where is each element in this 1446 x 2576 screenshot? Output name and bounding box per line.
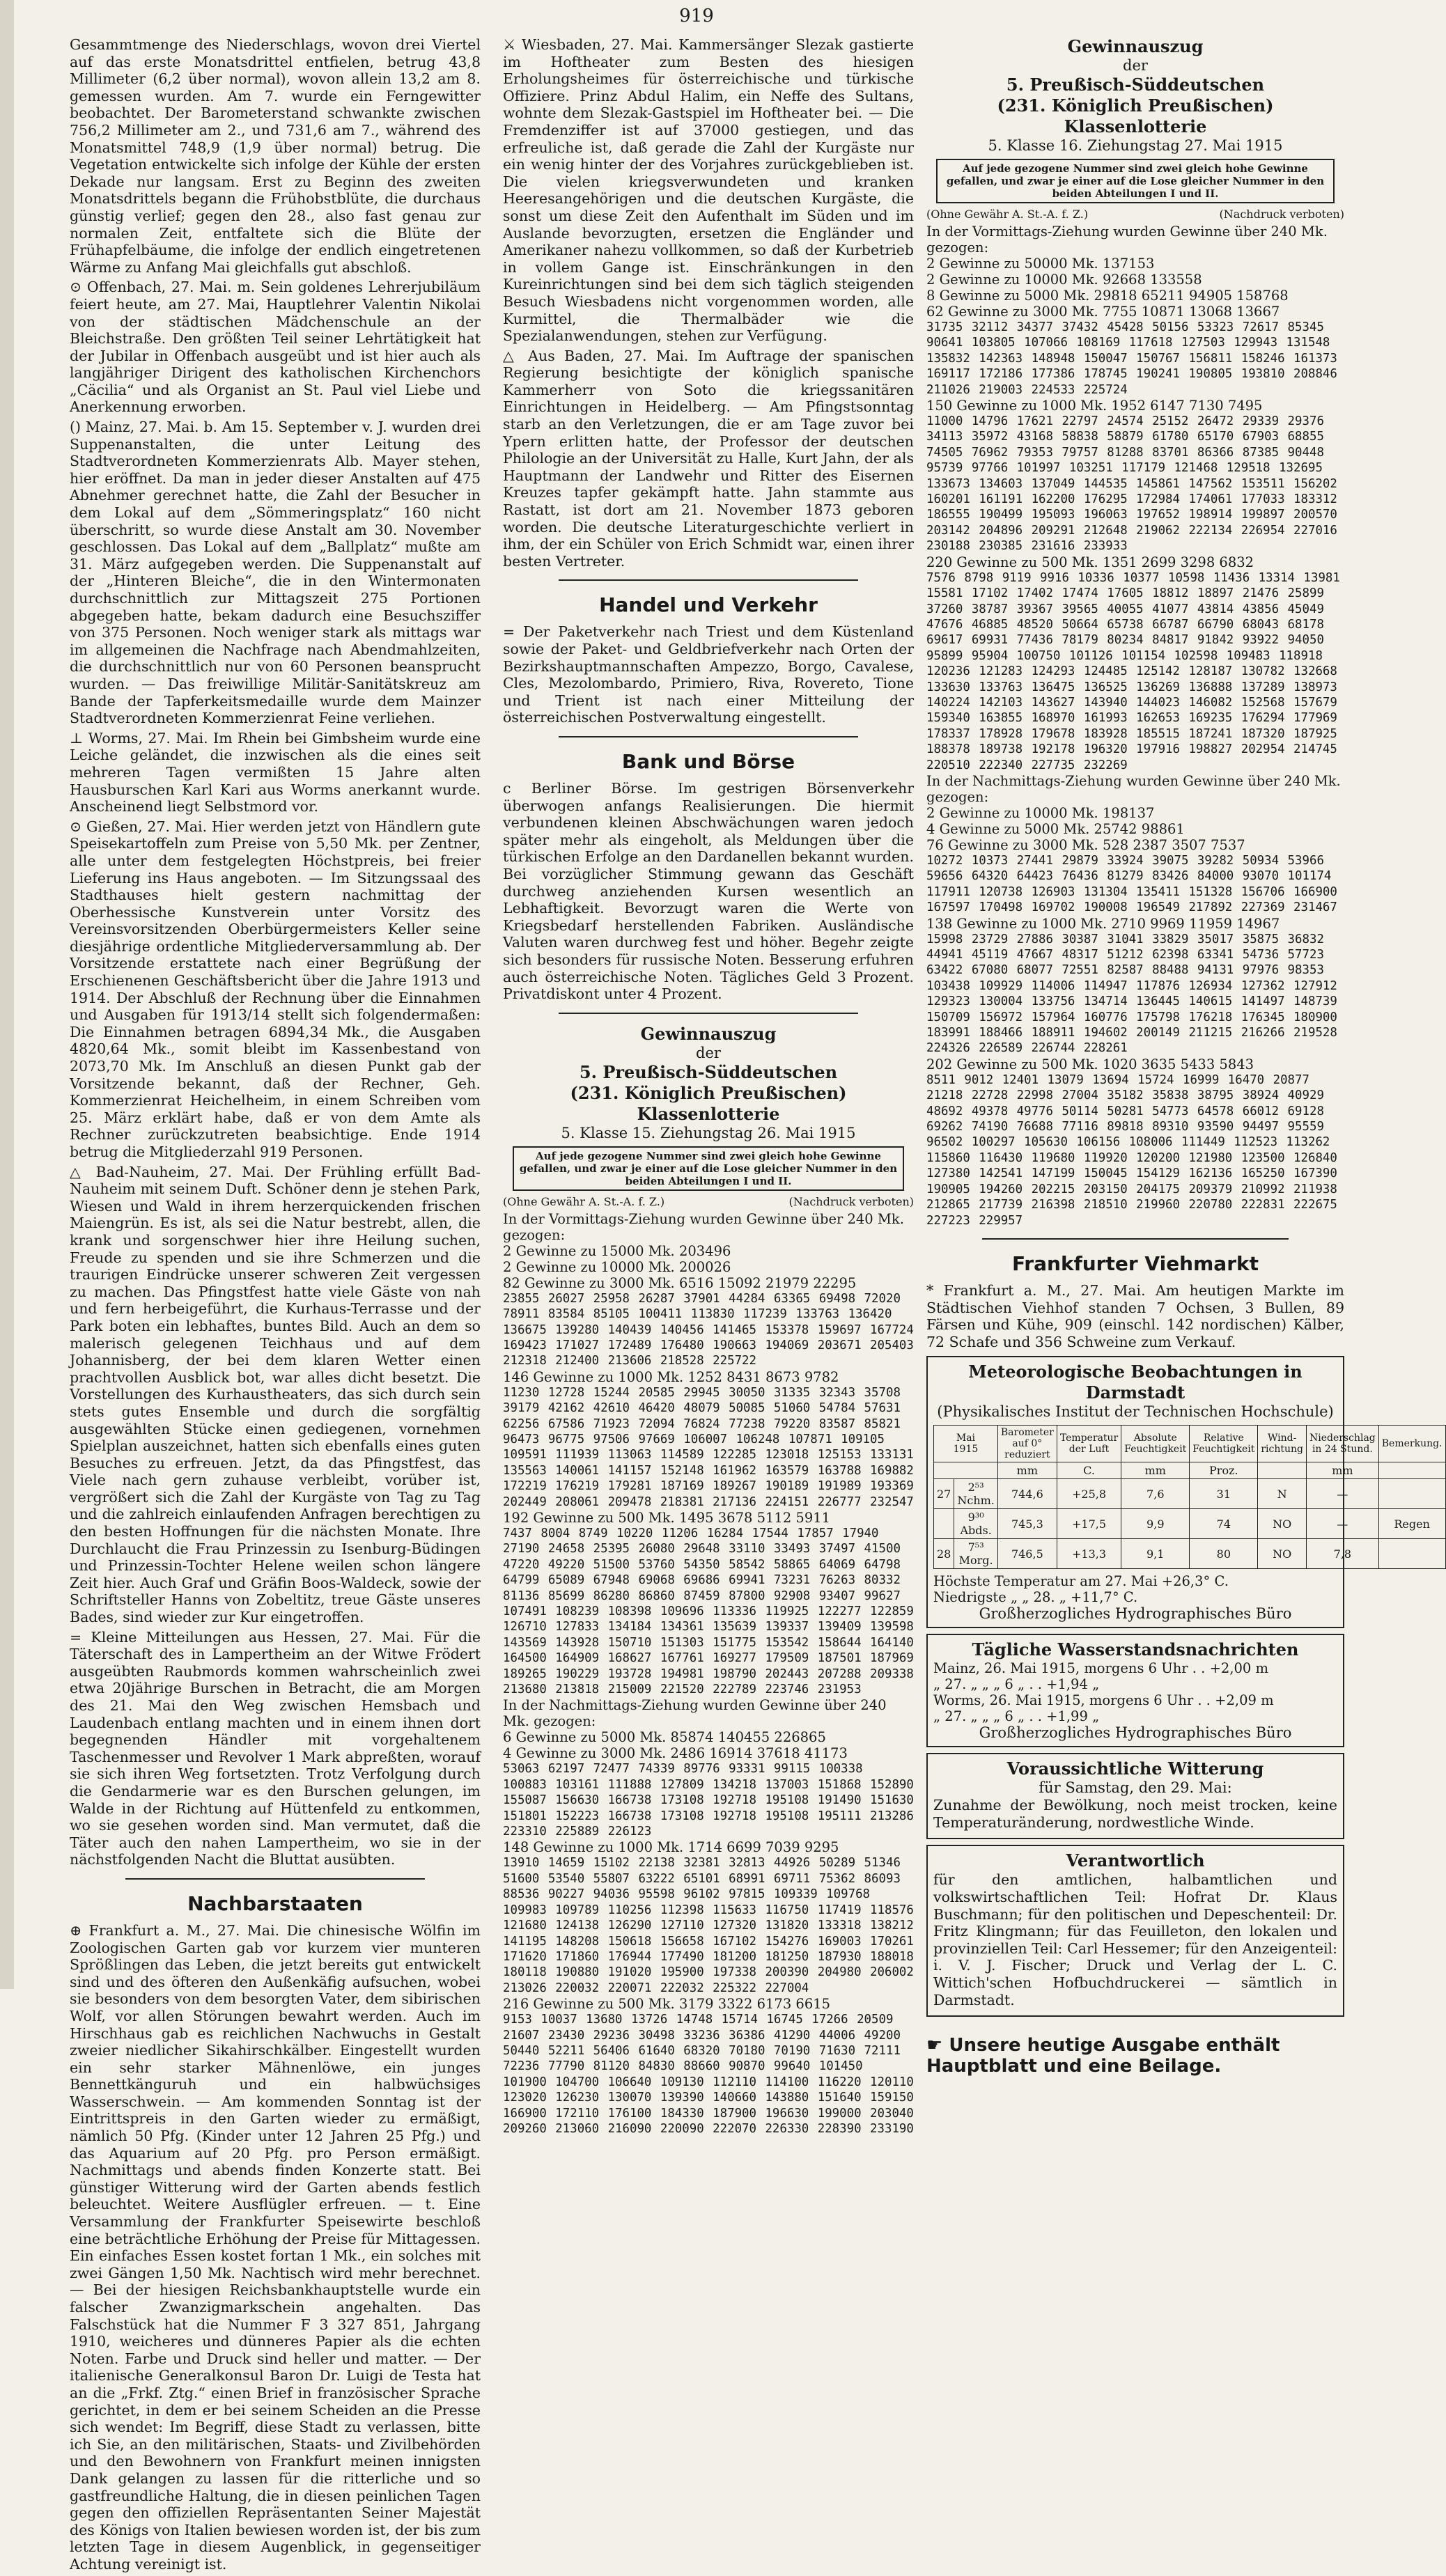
meteo-max: Höchste Temperatur am 27. Mai +26,3° C. xyxy=(933,1573,1229,1590)
lottery-numbers: 15998 23729 27886 30387 31041 33829 35017 35875 36832 44941 45119 47667 48317 51212 62398 63341 54736 57723 63422 67080 68077 72551 82587 88488 94131 97976 98353 103438 109929 114006 114947 117876 126934 127362 127912 129323 130004 133756 134714 136445 140615 141497 148739 150709 156972 157964 160776 175798 176218 176345 180900 183991 188466 188911 194602 200149 211215 216266 219528 224326 226589 226744 228261 xyxy=(926,932,1346,1056)
meteo-cell: 7⁵³ Morg. xyxy=(954,1539,998,1569)
wasser-row: „ 27. „ „ „ 6 „ . . +1,99 „ xyxy=(933,1708,1100,1725)
final-note xyxy=(926,2035,1344,2077)
meteo-cell: 74 xyxy=(1190,1509,1258,1539)
meteo-cell: 27 xyxy=(934,1479,954,1509)
lottery-l10: 138 Gewinne zu 1000 Mk. 2710 9969 11959 14967 xyxy=(926,915,1280,932)
lottery-line3: 5. Klasse 15. Ziehungstag 26. Mai 1915 xyxy=(561,1124,856,1141)
final-note-text: Unsere heutige Ausgabe enthält Hauptblatt und eine Beilage. xyxy=(926,2035,1280,2077)
lottery-l1: 2 Gewinne zu 50000 Mk. 137153 xyxy=(926,256,1155,272)
lottery-l8: 4 Gewinne zu 5000 Mk. 25742 98861 xyxy=(926,820,1185,837)
meteo-cell: 28 xyxy=(934,1539,954,1569)
meteo-cell xyxy=(934,1509,954,1539)
lottery-numbers: 11000 14796 17621 22797 24574 25152 26472 29339 29376 34113 35972 43168 58838 58879 61780 65170 67903 68855 74505 76962 79353 79757 81288 83701 86366 87385 90448 95739 97766 101997 103251 117179 121468 129518 132695 133673 134603 137049 144535 145861 147562 153511 156202 160201 161191 162200 176295 172984 174061 177033 183312 186555 190499 195093 196063 197652 198914 199897 200570 203142 204896 209291 212648 219062 222134 226954 227016 230188 230385 231616 233933 xyxy=(926,414,1346,554)
lottery-line3: 5. Klasse 16. Ziehungstag 27. Mai 1915 xyxy=(988,137,1283,154)
meteo-cell: — xyxy=(1306,1509,1378,1539)
wasser-row: Mainz, 26. Mai 1915, morgens 6 Uhr . . +2,00 m xyxy=(933,1660,1269,1677)
meteo-u-empty xyxy=(1258,1462,1307,1479)
meteo-cell: NO xyxy=(1258,1509,1307,1539)
lottery-l8: 148 Gewinne zu 1000 Mk. 1714 6699 7039 9295 xyxy=(503,1839,839,1856)
lottery-numbers: 9153 10037 13680 13726 14748 15714 16745 17266 20509 21607 23430 29236 30498 33236 36386 41290 44006 49200 50440 52211 56406 61640 68320 70180 70190 71630 72111 72236 77790 81120 84830 88660 90870 99640 101450 101900 104700 106640 109130 112110 114100 116220 120110 123020 126230 130070 139390 140660 143880 151640 159150 166900 172110 176100 184330 187900 196630 199000 203040 209260 213060 216090 220090 222070 226330 228390 233190 xyxy=(503,2013,923,2136)
article-worms: ⊥ Worms, 27. Mai. Im Rhein bei Gimbsheim wurde eine Leiche geländet, die inzwischen als die eines seit mehreren Tagen vermißten 15 Jahre alten Hausburschen Karl Kari aus Worms anerkannt wurde. Anscheinend liegt Selbstmord vor. xyxy=(70,729,481,815)
lottery-l3: 82 Gewinne zu 3000 Mk. 6516 15092 21979 22295 xyxy=(503,1274,857,1291)
lottery-left-tag: (Ohne Gewähr A. St.-A. f. Z.) xyxy=(926,208,1089,221)
meteo-u-empty xyxy=(934,1462,998,1479)
divider xyxy=(559,736,858,737)
divider xyxy=(982,1238,1289,1240)
meteo-h-date xyxy=(934,1426,998,1462)
lottery-l4: 62 Gewinne zu 3000 Mk. 7755 10871 13068 13667 xyxy=(926,304,1280,320)
column-3 xyxy=(926,36,1443,2095)
lottery-tags xyxy=(926,208,1344,221)
meteo-min: Niedrigste „ „ 28. „ +11,7° C. xyxy=(933,1589,1138,1606)
article-giessen: ⊙ Gießen, 27. Mai. Hier werden jetzt von Händlern gute Speisekartoffeln zum Preise von 5,50 Mk. per Zentner, alle unter dem festgelegten Höchstpreis, bei freier Lieferung ins Haus angeboten. — Im Sitzungssaal des Stadthauses hielt gestern nachmittag der Oberhessische Kunstverein unter Vorsitz des Vereinsvorsitzenden Oberbürgermeisters Keller seine diesjährige ordentliche Mitgliederversammlung ab. Der Vorsitzende erstattete nach einer Begrüßung der Erschienenen Geschäftsbericht über die Jahre 1913 und 1914. Der Abschluß der Rechnung über die Einnahmen und Ausgaben für 1913/14 stellt sich folgendermaßen: Die Einnahmen betragen 6894,34 Mk., die Ausgaben 4820,64 Mk., somit bleibt im Kassenbestand von 2073,70 Mk. Im Anschluß an diesen Punkt gab der Vorsitzende bekannt, daß der Rechner, Geh. Kommerzienrat Heichelheim, in einem Schreiben vom 25. März erklärt habe, daß er von dem Amte als Rechner zurückzutreten beabsichtige. Ende 1914 betrug die Mitgliederzahl 919 Personen. xyxy=(70,818,481,1160)
article-paketverkehr: = Der Paketverkehr nach Triest und dem Küstenland sowie der Paket- und Geldbriefverkehr nach Orten der Bezirkshauptmannschaften Ampezzo, Borgo, Cavalese, Cles, Mezolombardo, Primiero, Riva, Rovereto, Tione und Trient ist nach einer Mitteilung der österreichischen Postverwaltung eingestellt. xyxy=(503,623,914,726)
lottery-numbers: 7437 8004 8749 10220 11206 16284 17544 17857 17940 27190 24658 25395 26080 29648 33110 33493 37497 41500 47220 49220 51500 53760 54350 58542 58865 64069 64798 64799 65089 67948 69068 69686 69941 73231 76263 80332 81136 85699 86280 86860 87459 87800 92908 93407 99627 107491 108239 108398 109696 113336 119925 122277 122859 126710 127833 134184 134361 135639 139337 139409 139598 143569 143928 150710 151303 151775 153542 158644 164140 164500 164909 168627 167761 169277 179509 187501 187969 189265 190229 193728 194981 198790 202443 207288 209338 213680 213818 215009 221520 222789 223746 231953 xyxy=(503,1526,923,1697)
lottery-right-tag: (Nachdruck verboten) xyxy=(1219,208,1344,221)
witterung-title: Voraussichtliche Witterung xyxy=(1006,1758,1264,1779)
lottery-l6: 6 Gewinne zu 5000 Mk. 85874 140455 226865 xyxy=(503,1729,826,1746)
meteo-u-empty xyxy=(1378,1462,1445,1479)
article-frankfurt: ⊕ Frankfurt a. M., 27. Mai. Die chinesische Wölfin im Zoologischen Garten gab vor kurzem vier munteren Sprößlingen das Leben, die jetzt bereits gut entwickelt sind und des öfteren den Außenkäfig aufsuchen, wobei sie besonders von dem besorgten Vater, dem sibirischen Wolf, vor allen Störungen bewahrt werden. Auch im Hirschhaus gab es reichlichen Nachwuchs in Gestalt zweier niedlicher Sikahirschkälber. Eingestellt wurden ein sehr starker Mähnenlöwe, ein junges Bennettkänguruh und ein halbwüchsiges Wasserschwein. — Am kommenden Sonntag ist der Eintrittspreis in den Garten wieder zu ermäßigt, nämlich 50 Pfg. (Kinder unter 12 Jahren 25 Pfg.) und das Aquarium auf 20 Pfg. pro Person ermäßigt. Nachmittags und abends finden Konzerte statt. Bei günstiger Witterung wird der Garten abends festlich beleuchtet. Weitere Ausflügler erfreuen. — t. Eine Versammlung der Frankfurter Speisewirte beschloß eine beträchtliche Erhöhung der Preise für Mittagessen. Ein einfaches Essen kostet fortan 1 Mk., ein solches mit zwei Gängen 1,50 Mk. Nachtisch wird mehr berechnet. — Bei der hiesigen Reichsbankhauptstelle wurde ein falscher Zwanzigmarkschein angehalten. Das Falschstück hat die Nummer F 3 327 851, Jahrgang 1910, weicheres und dünneres Papier als die echten Noten. Farbe und Druck sind heller und matter. — Der italienische Generalkonsul Baron Dr. Luigi de Testa hat an die „Frkf. Ztg.“ einen Brief in französischer Sprache gerichtet, in dem er bei seinem Scheiden an die Presse sich wendet: Im Begriff, diese Stadt zu verlassen, bitte ich Sie, an den militärischen, Staats- und Zivilbehörden und den Bewohnern von Frankfurt meinen innigsten Dank gelangen zu lassen für die ritterliche und so gastfreundliche Haltung, die in diesen peinlichen Tagen gegen den offiziellen Repräsentanten Seiner Majestät des Königs von Italien bewiesen worden ist, der bis zum letzten Tage in diesem Augenblick, in gegenseitiger Achtung vereinigt ist. xyxy=(70,1921,481,2573)
lottery-l5: 150 Gewinne zu 1000 Mk. 1952 6147 7130 7495 xyxy=(926,398,1263,414)
lottery-l7: 4 Gewinne zu 3000 Mk. 2486 16914 37618 41173 xyxy=(503,1745,848,1762)
meteo-cell xyxy=(1378,1539,1445,1569)
meteo-cell xyxy=(1378,1479,1445,1509)
lottery-line1: 5. Preußisch-Süddeutschen xyxy=(579,1061,838,1082)
wasser-title: Tägliche Wasserstandsnachrichten xyxy=(972,1639,1299,1660)
article-wiesbaden: ⚔ Wiesbaden, 27. Mai. Kammersänger Slezak gastierte im Hoftheater zum Besten des hiesigen Erholungsheimes für österreichische und türkische Offiziere. Prinz Abdul Halim, ein Neffe des Sultans, wohnte dem Slezak-Gastspiel im Hoftheater bei. — Die Fremdenziffer ist auf 37000 gestiegen, und das erfreuliche ist, daß gerade die Zahl der Kurgäste nur ein wenig hinter der des Vorjahres zurückgeblieben ist. Die vielen kriegsverwundeten und kranken Heeresangehörigen und die deutschen Kurgäste, die sonst um diese Zeit den Aufenthalt im Süden und im Auslande bevorzugten, ersetzen die Engländer und Amerikaner nahezu vollkommen, so daß der Kurbetrieb in vollem Gange ist. Einschränkungen in den Kureinrichtungen sind bei dem sich täglich steigenden Besuch Wiesbadens nicht vorgenommen worden, alle Kurmittel, die Thermalbäder wie die Spezialanwendungen, stehen zur Verfügung. xyxy=(503,36,914,345)
heading-nachbarstaaten: Nachbarstaaten xyxy=(187,1891,363,1915)
witterung-box xyxy=(926,1753,1344,1839)
lottery-l9: 216 Gewinne zu 500 Mk. 3179 3322 6173 6615 xyxy=(503,1996,831,2013)
lottery-numbers: 8511 9012 12401 13079 13694 15724 16999 16470 20877 21218 22728 22998 27004 35182 35838 38795 38924 40929 48692 49378 49776 50114 50281 54773 64578 66012 69128 69262 74190 76688 77116 89818 89310 93590 94497 95559 96502 100297 105630 106156 108006 111449 112523 113262 115860 116430 119680 119920 120200 121980 123500 126840 127380 142541 147199 150045 154129 162136 165250 167390 190905 194260 202215 203150 204175 209379 210992 211938 212865 217739 216398 218510 219960 220780 222831 222675 227223 229957 xyxy=(926,1072,1346,1228)
wasser-footer: Großherzogliches Hydrographisches Büro xyxy=(979,1724,1292,1742)
lottery-l5: 192 Gewinne zu 500 Mk. 1495 3678 5112 5911 xyxy=(503,1509,831,1526)
lottery-der: der xyxy=(1123,57,1148,74)
column-1 xyxy=(70,36,481,2576)
heading-viehmarkt: Frankfurter Viehmarkt xyxy=(1011,1251,1259,1275)
meteo-box xyxy=(926,1356,1443,1628)
lottery-numbers: 13910 14659 15102 22138 32381 32813 44926 50289 51346 51600 53540 55807 63222 65101 68991 69711 75362 86093 88536 90227 94036 95598 96102 97815 109339 109768 109983 109789 110256 112398 115633 116750 117419 118576 121680 124138 126290 127110 127320 131820 133318 138212 141195 148208 150618 156658 167102 154276 169003 170261 171620 171860 176944 177490 181200 181250 187930 188018 180118 190880 191020 195900 197338 200390 204980 206002 213026 220032 220071 222032 225322 227004 xyxy=(503,1856,923,1995)
meteo-cell: +17,5 xyxy=(1057,1509,1121,1539)
lottery-tags xyxy=(503,1195,914,1208)
divider xyxy=(559,1013,858,1014)
meteo-cell: 7,8 xyxy=(1306,1539,1378,1569)
meteo-cell: 7,6 xyxy=(1121,1479,1190,1509)
lottery-l9: 76 Gewinne zu 3000 Mk. 528 2387 3507 7537 xyxy=(926,836,1245,853)
lottery-title: Gewinnauszug xyxy=(1067,36,1204,56)
meteo-h-bem: Bemerkung. xyxy=(1378,1426,1445,1462)
page-number: 919 xyxy=(679,6,714,26)
lottery-line1: 5. Preußisch-Süddeutschen xyxy=(1006,75,1265,95)
article-weather-summary: Gesammtmenge des Niederschlags, wovon drei Viertel auf das erste Monatsdrittel entfielen, betrug 43,8 Millimeter (6,2 über normal), wovon allein 13,2 am 8. gemessen wurden. Am 7. wurde ein Ferngewitter beobachtet. Der Barometerstand schwankte zwischen 756,2 Millimeter am 2., und 731,6 am 7., während des Monatsmittel 748,9 (1,9 über normal) betrug. Die Vegetation entwickelte sich infolge der Kühle der ersten Dekade nur langsam. Erst zu Beginn des zweiten Monatsdrittels begann die Frühobstblüte, die durchaus günstig verlief; gegen den 28., also fast genau zur normalen Zeit, entfaltete sich die Blüte der Frühapfelbäume, die infolge der endlich eingetretenen Wärme zu Anfang Mai gleichfalls gut abschloß. xyxy=(70,36,481,276)
pointing-hand-icon: ☛ xyxy=(926,2035,949,2056)
meteo-u: Proz. xyxy=(1190,1462,1258,1479)
meteo-cell: +25,8 xyxy=(1057,1479,1121,1509)
lottery-nachm: In der Nachmittags-Ziehung wurden Gewinne über 240 Mk. gezogen: xyxy=(926,772,1341,805)
lottery-left-tag: (Ohne Gewähr A. St.-A. f. Z.) xyxy=(503,1194,665,1208)
column-2 xyxy=(503,36,923,2137)
lottery-block-1 xyxy=(503,1023,923,2137)
meteo-h-baro: Barometer auf 0° reduziert xyxy=(997,1426,1057,1462)
meteo-cell: 745,3 xyxy=(997,1509,1057,1539)
lottery-vorm: In der Vormittags-Ziehung wurden Gewinne über 240 Mk. gezogen: xyxy=(926,224,1328,256)
meteo-h-rain: Niederschlag in 24 Stund. xyxy=(1306,1426,1378,1462)
wasser-row: Worms, 26. Mai 1915, morgens 6 Uhr . . +2,09 m xyxy=(933,1692,1274,1709)
meteo-cell: +13,3 xyxy=(1057,1539,1121,1569)
lottery-l4: 146 Gewinne zu 1000 Mk. 1252 8431 8673 9782 xyxy=(503,1368,839,1385)
witterung-sub: für Samstag, den 29. Mai: xyxy=(1039,1779,1232,1797)
article-kleine-mitteilungen: = Kleine Mitteilungen aus Hessen, 27. Mai. Für die Täterschaft des in Lampertheim an der Witwe Frödert ausgeübten Raubmords kommen wahrscheinlich zwei etwa 20jährige Burschen in Betracht, die am Morgen des 21. Mai den Weg zwischen Hemsbach und Laudenbach entlang machten und in einem ihnen dort begegnenden Händler mit vorgehaltenem Taschenmesser und Revolver 1 Mark abpreßten, worauf sie sich ihren Weg fortsetzten. Trotz Verfolgung durch die Gendarmerie war es den Burschen gelungen, im Walde in der Richtung auf Hüttenfeld zu entkommen, wo sie gesehen worden sind. Man vermutet, daß die Täter auch den nahen Lampertheim, wo sie in der nächstfolgenden Nacht die Bluttat ausübten. xyxy=(70,1628,481,1868)
verantwortlich-title: Verantwortlich xyxy=(1066,1850,1205,1871)
lottery-right-tag: (Nachdruck verboten) xyxy=(788,1194,914,1208)
lottery-l2: 2 Gewinne zu 10000 Mk. 92668 133558 xyxy=(926,272,1202,288)
meteo-table xyxy=(933,1425,1446,1569)
meteo-u: C. xyxy=(1057,1462,1121,1479)
meteo-footer: Großherzogliches Hydrographisches Büro xyxy=(979,1605,1292,1623)
heading-handel: Handel und Verkehr xyxy=(599,593,818,617)
meteo-cell: 80 xyxy=(1190,1539,1258,1569)
lottery-numbers: 23855 26027 25958 26287 37901 44284 63365 69498 72020 78911 83584 85105 100411 113830 117239 133763 136420 136675 139280 140439 140456 141465 153378 159697 167724 169423 171027 172489 176480 190663 194069 203671 205403 212318 212400 213606 218528 225722 xyxy=(503,1291,923,1368)
meteo-subtitle: (Physikalisches Institut der Technischen Hochschule) xyxy=(937,1403,1334,1421)
meteo-h-abs: Absolute Feuchtigkeit xyxy=(1121,1426,1190,1462)
lottery-block-2 xyxy=(926,36,1349,1228)
lottery-note: Auf jede gezogene Nummer sind zwei gleich hohe Gewinne gefallen, und zwar je einer auf die Lose gleicher Nummer in den beiden Abteilungen I und II. xyxy=(513,1146,904,1191)
lottery-l2: 2 Gewinne zu 10000 Mk. 200026 xyxy=(503,1258,731,1275)
lottery-line2: (231. Königlich Preußischen) Klassenlotterie xyxy=(997,95,1274,136)
wasser-box xyxy=(926,1634,1344,1747)
meteo-cell: 9³⁰ Abds. xyxy=(954,1509,998,1539)
article-bad-nauheim: △ Bad-Nauheim, 27. Mai. Der Frühling erfüllt Bad-Nauheim mit seinem Duft. Schöner denn je stehen Park, Wiesen und Wald in ihrem herzerquickenden frischen Maiengrün. Es ist, als sei die Natur bestrebt, allen, die krank und sorgenschwer hier ihre Heilung suchen, Freude zu spenden und sie ihre Schmerzen und die traurigen Eindrücke unserer schweren Zeit vergessen zu machen. Das Pfingstfest hatte viele Gäste von nah und fern herbeigeführt, die Kurhaus-Terrasse und der Park boten ein lebhaftes, buntes Bild. Auch an dem so malerisch gelegenen Teichhaus und auf dem Johannisberg, der bei dem klaren Wetter einen prachtvollen Ausblick bot, war alles dicht besetzt. Die Vorstellungen des Kurhaustheaters, das sich durch sein stets gutes Ensemble und durch die sorgfältig ausgewählten Stücke einen gediegenen, vornehmen Spielplan auszeichnet, hatten sich ebenfalls eines guten Besuches zu erfreuen. Jetzt, da das Pfingstfest, das Viele nach gern zuhause verbleibt, vorüber ist, vergrößert sich die Zahl der Kurgäste von Tag zu Tag und die zahlreich einlaufenden Anfragen berechtigen zu den besten Hoffnungen für die nächsten Monate. Ihre Durchlaucht die Frau Prinzessin zu Isenburg-Büdingen und Prinzessin-Tochter Helene weilen schon längere Zeit hier. Auch Graf und Gräfin Boos-Waldeck, sowie der Schriftsteller Hanns von Zobeltitz, treue Gäste unseres Bades, sind wieder zur Kur eingetroffen. xyxy=(70,1163,481,1626)
lottery-der: der xyxy=(696,1044,721,1061)
meteo-h-temp: Temperatur der Luft xyxy=(1057,1426,1121,1462)
meteo-h-mai: Mai xyxy=(956,1433,976,1444)
meteo-cell: NO xyxy=(1258,1539,1307,1569)
divider xyxy=(559,579,858,581)
lottery-l7: 2 Gewinne zu 10000 Mk. 198137 xyxy=(926,804,1155,821)
lottery-numbers: 11230 12728 15244 20585 29945 30050 31335 32343 35708 39179 42162 42610 46420 48079 50085 51060 54784 57631 62256 67586 71923 72094 76824 77238 79220 83587 85821 96473 96775 97506 97669 106007 106248 107871 109105 109591 111939 113063 114589 122285 123018 125153 133131 135563 140061 141157 152148 161962 163579 163788 169882 172219 176219 179281 187169 189267 190189 191989 193369 202449 208061 209478 218381 217136 224151 226777 232547 xyxy=(503,1385,923,1509)
witterung-text: Zunahme der Bewölkung, noch meist trocken, keine Temperaturänderung, nordwestliche Winde. xyxy=(933,1797,1337,1831)
lottery-title: Gewinnauszug xyxy=(640,1023,777,1044)
lottery-numbers: 7576 8798 9119 9916 10336 10377 10598 11436 13314 13981 15581 17102 17402 17474 17605 18812 18897 21476 25899 37260 38787 39367 39565 40055 41077 43814 43856 45049 47676 46885 48520 50664 65738 66787 66790 68043 68178 69617 69931 77436 78179 80234 84817 91842 93922 94050 95899 95904 100750 101126 101154 102598 109483 118918 120236 121283 124293 124485 125142 128187 130782 132668 133630 133763 136475 136525 136269 136888 137289 138973 140224 142103 143627 143940 144023 146082 152568 157679 159340 163855 168970 161993 162653 169235 176294 177969 178337 178928 179678 183928 185515 187241 187320 187925 188378 189738 192178 196320 197916 198827 202954 214745 220510 222340 227735 232269 xyxy=(926,570,1349,772)
meteo-h-wind: Wind-richtung xyxy=(1258,1426,1307,1462)
lottery-numbers: 53063 62197 72477 74339 89776 93331 99115 100338 100883 103161 111888 127809 134218 137003 151868 152890 155087 156630 166738 173108 192718 195108 191490 151630 151801 152223 166738 173108 192718 195108 195111 213286 223310 225889 226123 xyxy=(503,1762,923,1839)
lottery-numbers: 10272 10373 27441 29879 33924 39075 39282 50934 53966 59656 64320 64423 76436 81279 83426 84000 93070 101174 117911 120738 126903 131304 135411 151328 156706 166900 167597 170498 169702 190008 196549 217892 227369 231467 xyxy=(926,853,1346,915)
meteo-title: Meteorologische Beobachtungen in Darmstadt xyxy=(968,1361,1303,1403)
meteo-u: mm xyxy=(1306,1462,1378,1479)
meteo-cell: N xyxy=(1258,1479,1307,1509)
verantwortlich-text: für den amtlichen, halbamtlichen und volkswirtschaftlichen Teil: Hofrat Dr. Klaus Buschmann; für den politischen und Depeschenteil: Dr. Fritz Klingmann; für das Feuilleton, den lokalen und provinziellen Teil: Carl Hessemer; für den Anzeigenteil: i. V. J. Fischer; Druck und Verlag der L. C. Wittich'schen Hofbuchdruckerei — sämtlich in Darmstadt. xyxy=(933,1871,1337,2008)
meteo-cell: 9,9 xyxy=(1121,1509,1190,1539)
heading-bank: Bank und Börse xyxy=(621,749,795,773)
meteo-row xyxy=(934,1539,1446,1569)
lottery-l6: 220 Gewinne zu 500 Mk. 1351 2699 3298 6832 xyxy=(926,554,1254,570)
meteo-u: mm xyxy=(1121,1462,1190,1479)
lottery-numbers: 31735 32112 34377 37432 45428 50156 53323 72617 85345 90641 103805 107066 108169 117618 127503 129943 131548 135832 142363 148948 150047 150767 156811 158246 161373 169117 172186 177386 178745 190241 190805 193810 208846 211026 219003 224533 225724 xyxy=(926,320,1346,397)
verantwortlich-box xyxy=(926,1845,1344,2017)
meteo-cell: 2⁵³ Nchm. xyxy=(954,1479,998,1509)
meteo-cell: — xyxy=(1306,1479,1378,1509)
page-edge xyxy=(0,0,14,1989)
meteo-h-year: 1915 xyxy=(953,1444,979,1455)
meteo-h-rel: Relative Feuchtigkeit xyxy=(1190,1426,1258,1462)
lottery-l11: 202 Gewinne zu 500 Mk. 1020 3635 5433 5843 xyxy=(926,1056,1254,1072)
article-baden: △ Aus Baden, 27. Mai. Im Auftrage der spanischen Regierung besichtigte der königlich spanische Kammerherr von Soto die kriegssanitären Einrichtungen in Heidelberg. — Am Pfingstsonntag starb an den Verletzungen, die er am Tage zuvor bei Ypern erlitten hatte, der Professor der deutschen Philologie an der Universität zu Halle, Kurt Jahn, der als Hauptmann der Landwehr und Ritter des Eisernen Kreuzes tapfer gekämpft hatte. Jahn stammte aus Rastatt, ist dort am 21. November 1873 geboren worden. Die deutsche Literaturgeschichte verliert in ihm, der ein Schüler von Erich Schmidt war, einen ihrer besten Vertreter. xyxy=(503,347,914,570)
lottery-line2: (231. Königlich Preußischen) Klassenlotterie xyxy=(570,1082,847,1124)
wasser-row: „ 27. „ „ „ 6 „ . . +1,94 „ xyxy=(933,1676,1100,1693)
divider xyxy=(125,1878,425,1880)
lottery-l3: 8 Gewinne zu 5000 Mk. 29818 65211 94905 158768 xyxy=(926,288,1289,304)
lottery-nachm: In der Nachmittags-Ziehung wurden Gewinne über 240 Mk. gezogen: xyxy=(503,1697,887,1730)
article-berliner-boerse: c Berliner Börse. Im gestrigen Börsenverkehr überwogen anfangs Realisierungen. Die hiermit verbundenen kleinen Abschwächungen waren jedoch später mehr als eingeholt, als Meldungen über die türkischen Erfolge an den Dardanellen bekannt wurden. Bei vorzüglicher Stimmung gewann das Geschäft durchweg anziehenden Kursen wesentlich an Lebhaftigkeit. Bevorzugt waren die Werte von Kriegsbedarf herstellenden Fabriken. Ausländische Valuten waren durchweg fest und höher. Begehr zeigte sich besonders für russische Noten. Besserung erfuhren auch österreichische Noten. Tägliches Geld 3 Prozent. Privatdiskont unter 4 Prozent. xyxy=(503,779,914,1003)
lottery-vorm: In der Vormittags-Ziehung wurden Gewinne über 240 Mk. gezogen: xyxy=(503,1210,904,1243)
lottery-l1: 2 Gewinne zu 15000 Mk. 203496 xyxy=(503,1242,731,1259)
meteo-cell: Regen xyxy=(1378,1509,1445,1539)
meteo-cell: 9,1 xyxy=(1121,1539,1190,1569)
article-viehmarkt: * Frankfurt a. M., 27. Mai. Am heutigen Markte im Städtischen Viehhof standen 7 Ochsen, 3 Bullen, 89 Färsen und Kühe, 909 (einschl. 142 nordischen) Kälber, 72 Schafe und 356 Schweine zum Verkauf. xyxy=(926,1281,1344,1350)
meteo-row xyxy=(934,1479,1446,1509)
meteo-cell: 746,5 xyxy=(997,1539,1057,1569)
article-mainz: () Mainz, 27. Mai. b. Am 15. September v. J. wurden drei Suppenanstalten, die unter Leitung des Stadtverordneten Kommerzienrats Alb. Mayer stehen, hier eröffnet. Da man in jeder dieser Anstalten auf 475 Abnehmer gerechnet hatte, die Zahl der Besucher in dem Lokal auf dem „Sömmeringsplatz“ 160 nicht überschritt, so wurde diese Anstalt am 30. November geschlossen. Das Lokal auf dem „Ballplatz“ mußte am 31. März aufgegeben werden. Die Suppenanstalt auf der „Hinteren Bleiche“, die in den Wintermonaten durchschnittlich zur Mittagszeit 275 Portionen abgegeben hatte, bekam dadurch eine Besuchsziffer von 375 Personen. Noch weniger stark als mittags war im allgemeinen die Nachfrage nach Abendmahlzeiten, die durchschnittlich nur von 60 Personen beansprucht wurden. — Das freiwillige Militär-Sanitätskreuz am Bande der Tapferkeitsmedaille wurde dem Mainzer Stadtverordneten Kommerzienrat Feine verliehen. xyxy=(70,419,481,727)
meteo-cell: 31 xyxy=(1190,1479,1258,1509)
meteo-cell: 744,6 xyxy=(997,1479,1057,1509)
meteo-row xyxy=(934,1509,1446,1539)
meteo-u: mm xyxy=(997,1462,1057,1479)
lottery-note: Auf jede gezogene Nummer sind zwei gleich hohe Gewinne gefallen, und zwar je einer auf die Lose gleicher Nummer in den beiden Abteilungen I und II. xyxy=(936,159,1335,203)
article-offenbach: ⊙ Offenbach, 27. Mai. m. Sein goldenes Lehrerjubiläum feiert heute, am 27. Mai, Hauptlehrer Valentin Nikolai von der städtischen Mädchenschule an der Bleichstraße. Den größten Teil seiner Lehrtätigkeit hat der Jubilar in Offenbach ausgeübt und ist hier auch als langjähriger Dirigent des katholischen Kirchenchors „Cäcilia“ und als Organist an St. Paul viel Liebe und Anerkennung erworben. xyxy=(70,279,481,416)
